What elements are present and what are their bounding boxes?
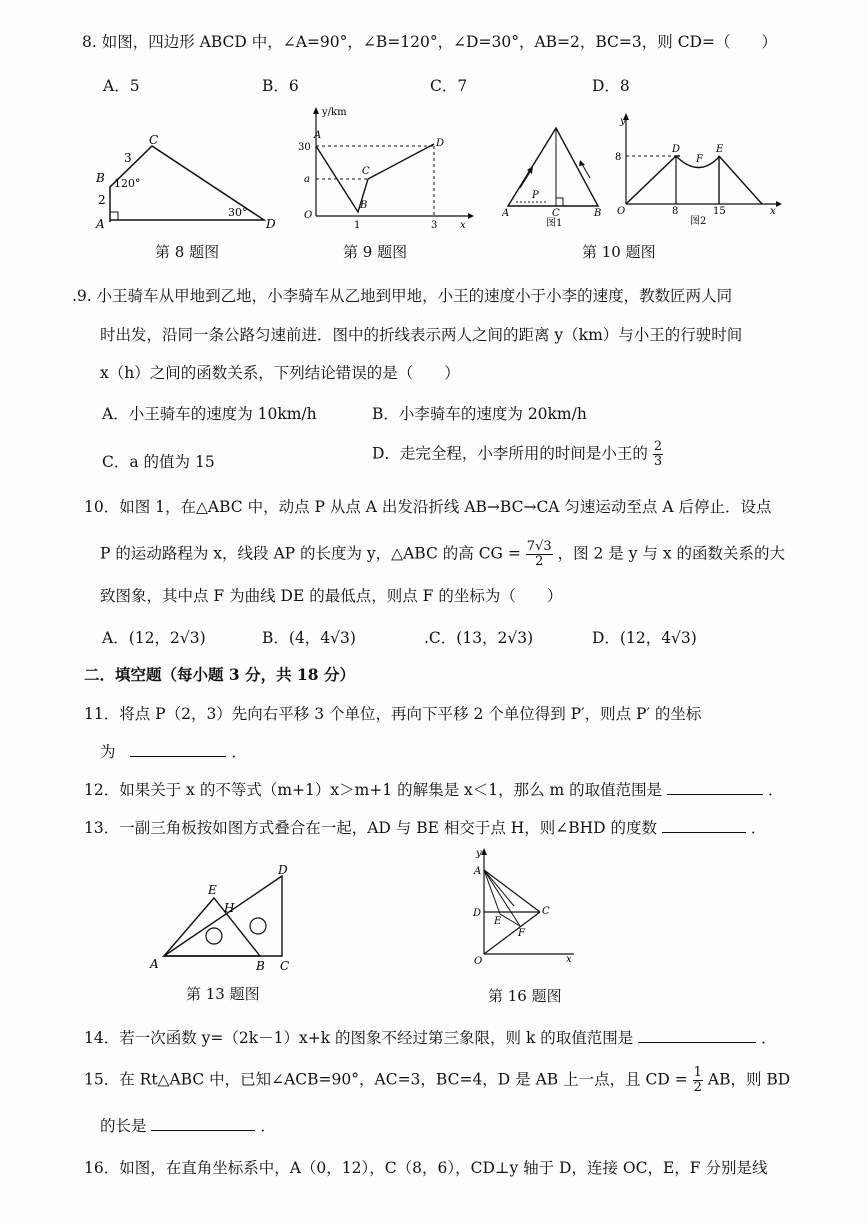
fig8-label: 3 [124,151,132,165]
q11-stem-prefix: 为 [100,743,116,761]
q9-option-b: B．小李骑车的速度为 20km/h [372,405,587,423]
fig16-label: C [542,906,550,917]
figure-16-coordinate [470,846,580,974]
fig9-label: 1 [354,220,361,231]
fig10-label: 8 [672,206,679,217]
fig9-label: B [360,200,368,211]
fig9-label: 3 [431,220,438,231]
fig16-label: x [566,954,572,965]
figure-10-caption: 第 10 题图 [582,243,656,261]
fig16-label: F [518,928,525,939]
fig10-label: 图1 [546,218,563,228]
figure-10-triangle [502,118,610,228]
fig9-label: A [314,130,322,141]
fig13-label: H [224,901,235,915]
q10-cg-fraction: $\frac{7√3}{2}$ [526,539,552,569]
q9-option-d-text: D．走完全程，小李所用的时间是小王的 [372,444,648,463]
fig13-label: D [278,863,288,877]
q9-option-a: A．小王骑车的速度为 10km/h [102,405,317,423]
fig8-label: 30° [228,206,248,219]
fig10-label: B [594,208,602,219]
section-2-heading: 二．填空题（每小题 3 分，共 18 分） [84,665,355,684]
q9-option-d-fraction: $\frac{2}{3}$ [653,439,663,469]
fig10-label: y [620,116,626,127]
fig10-label: P [532,190,539,201]
figure-8-caption: 第 8 题图 [155,243,220,261]
q12-stem-text: 12．如果关于 x 的不等式（m+1）x＞m+1 的解集是 x＜1，那么 m 的取值范围是 [84,781,663,799]
fig13-label: B [256,959,265,973]
q9-stem-line1: .9. 小王骑车从甲地到乙地，小李骑车从乙地到甲地，小王的速度小于小李的速度，教数匠两人同 [72,287,733,305]
q15-stem-prefix: 的长是 [100,1117,147,1135]
q10-stem-line1: 10．如图 1，在△ABC 中，动点 P 从点 A 出发沿折线 AB→BC→CA 匀速运动至点 A 后停止．设点 [84,498,772,516]
fig10-label: F [696,154,703,165]
q12-answer-blank[interactable] [667,778,763,795]
figure-8-quadrilateral [92,132,282,232]
q8-option-c: C．7 [430,77,468,95]
q14-stem-text: 14．若一次函数 y=（2k－1）x+k 的图象不经过第三象限，则 k 的取值范围是 [84,1029,634,1047]
fig13-label: E [208,883,217,897]
fig10-label: 15 [713,206,726,217]
fig8-label: 2 [98,193,106,207]
q15-stem-line2: 的长是 ． [100,1114,276,1136]
q13-stem-text: 13．一副三角板按如图方式叠合在一起，AD 与 BE 相交于点 H，则∠BHD 的度数 [84,819,658,837]
figure-16-caption: 第 16 题图 [488,987,562,1005]
fig9-label: D [436,138,445,149]
fig10-label: 图2 [690,216,707,227]
fig16-label: E [494,916,502,927]
q10-option-d: D．(12，4√3) [592,629,697,647]
fig10-label: 8 [615,152,622,163]
figure-9-graph [296,104,476,232]
q11-stem-line1: 11．将点 P（2，3）先向右平移 3 个单位，再向下平移 2 个单位得到 P′，则点 P′ 的坐标 [84,705,702,723]
q10-stem-line2b: ，图 2 是 y 与 x 的函数关系的大 [557,544,785,563]
fig13-label: C [280,959,290,973]
fig8-label: A [96,217,105,231]
q10-stem-line3: 致图象，其中点 F 为曲线 DE 的最低点，则点 F 的坐标为（ ） [100,587,563,605]
fig10-label: A [502,208,510,219]
fig9-label: O [304,210,313,221]
q9-option-c: C．a 的值为 15 [102,453,215,471]
q10-stem-line2 [100,540,785,569]
q8-option-d: D．8 [592,77,630,95]
q10-option-c: .C．(13，2√3) [424,629,534,647]
fig8-label: C [149,133,159,147]
fig16-label: y [476,848,482,859]
fig9-label: x [460,220,466,231]
figure-13-caption: 第 13 题图 [186,985,260,1003]
figure-10-graph [612,112,782,228]
q15-fraction: $\frac{1}{2}$ [693,1065,702,1095]
q8-stem: 8. 如图，四边形 ABCD 中，∠A=90°，∠B=120°，∠D=30°，AB=2，BC=3，则 CD=（ ） [82,33,777,51]
q15-stem-line1b: AB，则 BD [707,1070,791,1089]
q15-stem-line1 [84,1066,790,1095]
figure-13-triangles [148,862,298,974]
fig16-label: O [474,956,483,967]
fig9-label: 30 [298,142,311,153]
q11-stem-line2: 为 ． [100,740,247,762]
q15-answer-blank[interactable] [151,1114,255,1131]
figure-9-caption: 第 9 题图 [343,243,408,261]
q8-option-b: B．6 [262,77,299,95]
q11-answer-blank[interactable] [130,740,226,757]
q9-stem-line2: 时出发，沿同一条公路匀速前进．图中的折线表示两人之间的距离 y（km）与小王的行驶时间 [100,326,743,344]
fig9-label: y/km [322,107,347,118]
q12-stem: 12．如果关于 x 的不等式（m+1）x＞m+1 的解集是 x＜1，那么 m 的取值范围是 ． [84,778,784,800]
fig10-label: E [716,144,724,155]
fig10-label: D [672,144,681,155]
q14-stem: 14．若一次函数 y=（2k－1）x+k 的图象不经过第三象限，则 k 的取值范围是 ． [84,1026,777,1048]
fig16-label: D [473,908,482,919]
fig8-label: 120° [114,177,141,190]
q13-stem: 13．一副三角板按如图方式叠合在一起，AD 与 BE 相交于点 H，则∠BHD 的度数 ． [84,816,766,838]
q13-answer-blank[interactable] [662,816,746,833]
fig9-label: C [362,166,370,177]
fig8-label: B [96,171,105,185]
q16-stem: 16．如图，在直角坐标系中，A（0，12），C（8，6），CD⊥y 轴于 D，连接 OC，E，F 分别是线 [84,1159,768,1177]
q15-stem-line1a: 15．在 Rt△ABC 中，已知∠ACB=90°，AC=3，BC=4，D 是 AB 上一点，且 CD = [84,1070,688,1089]
fig16-label: A [474,866,482,877]
fig10-label: C [552,208,560,219]
q10-option-b: B．(4，4√3) [262,629,356,647]
q9-stem-line3: x（h）之间的函数关系，下列结论错误的是（ ） [100,364,460,382]
q14-answer-blank[interactable] [638,1026,756,1043]
fig8-label: D [266,217,276,231]
fig9-label: a [304,174,310,185]
fig13-label: A [150,957,159,971]
q8-option-a: A．5 [103,77,140,95]
fig10-label: x [770,206,776,217]
fig10-label: O [617,206,626,217]
q10-option-a: A．(12，2√3) [102,629,206,647]
q10-stem-line2a: P 的运动路程为 x，线段 AP 的长度为 y，△ABC 的高 CG = [100,544,521,563]
q9-option-d [372,440,663,469]
